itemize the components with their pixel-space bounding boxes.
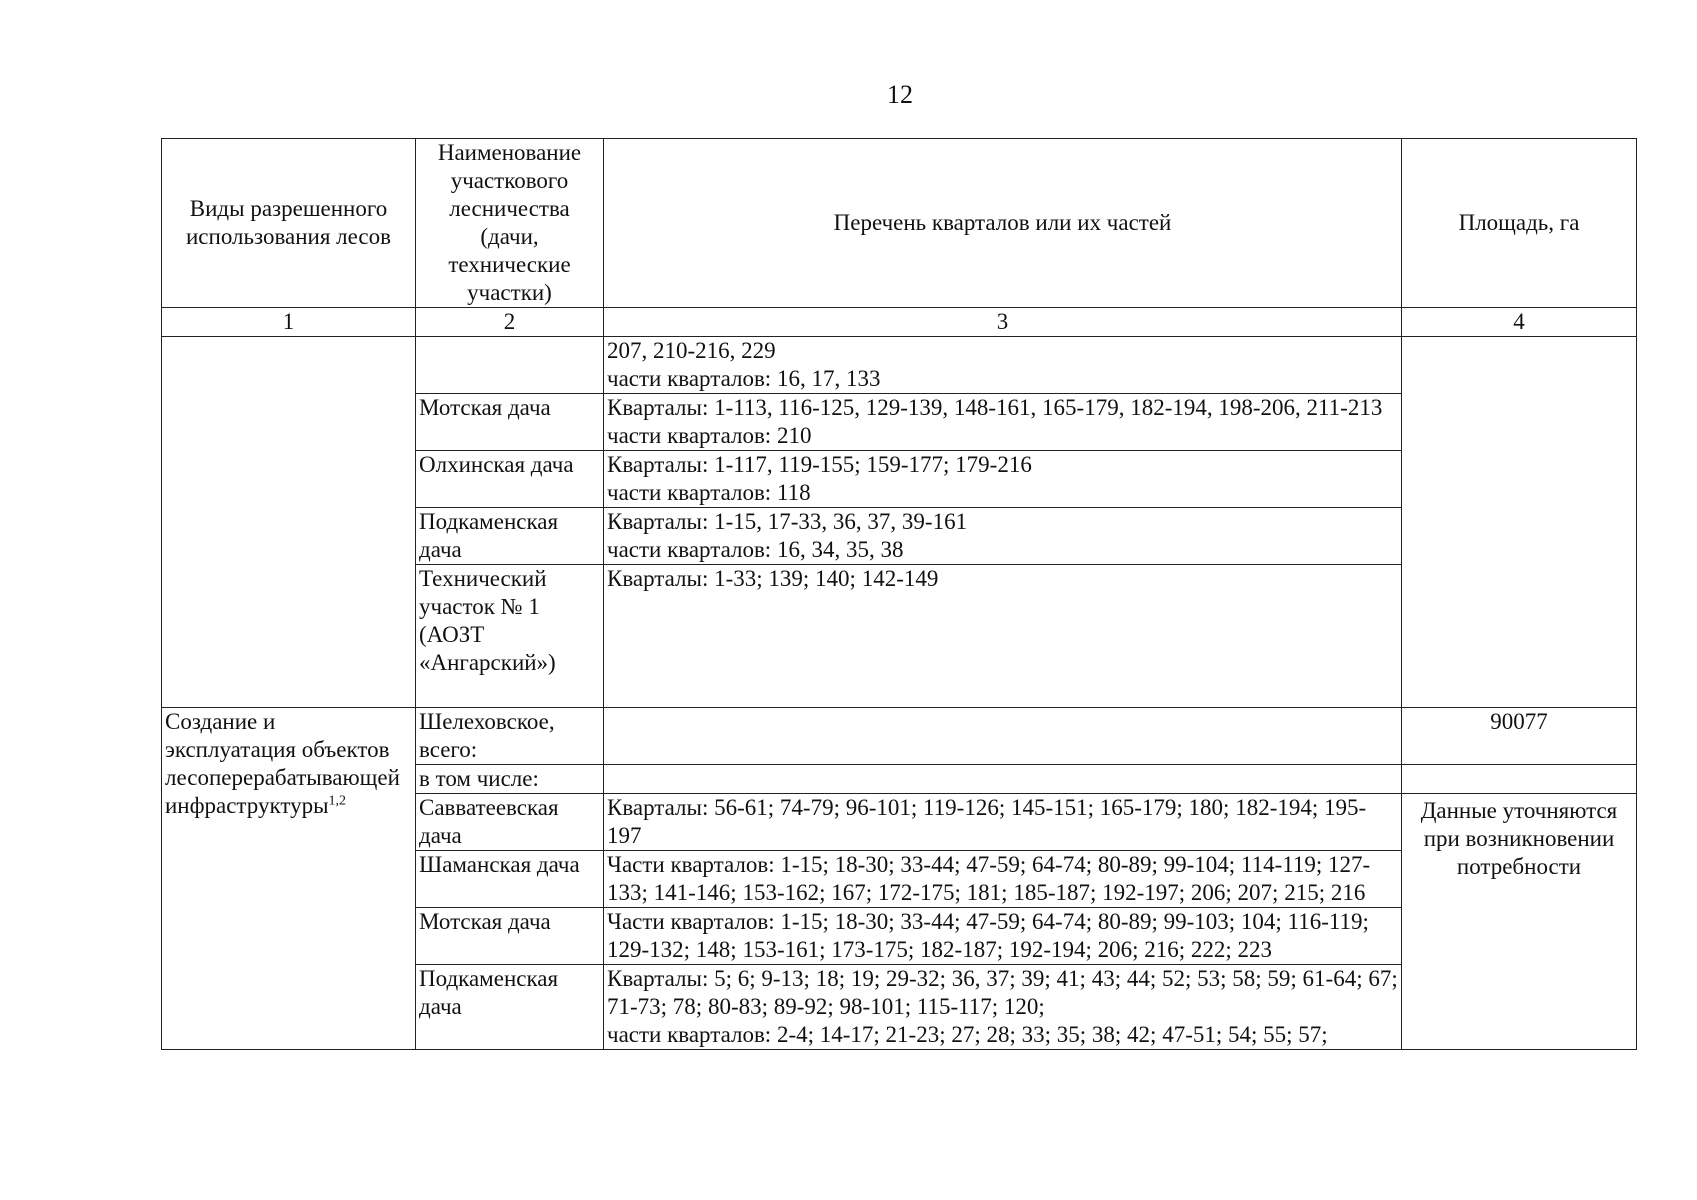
quarters-cell bbox=[604, 337, 1402, 394]
quarters-cell bbox=[604, 508, 1402, 565]
forestry-name bbox=[416, 337, 604, 394]
quarters-line: Части кварталов: 1-15; 18-30; 33-44; 47-59; 64-74; 80-89; 99-104; 114-119; 127-133; 141-146; 153-162; 167; 172-175; 181; 185-187; 192-197; 206; 207; 215; 216 bbox=[607, 852, 1371, 905]
quarters-cell bbox=[604, 965, 1402, 1050]
usage-cell-empty bbox=[162, 337, 416, 708]
quarters-line: части кварталов: 210 bbox=[607, 423, 812, 448]
quarters-cell-empty bbox=[604, 765, 1402, 794]
forestry-name: Савватеевская дача bbox=[416, 794, 604, 851]
quarters-cell bbox=[604, 908, 1402, 965]
column-number: 2 bbox=[416, 308, 604, 337]
column-number: 1 bbox=[162, 308, 416, 337]
area-note: Данные уточняются при возникновении потребности bbox=[1402, 794, 1637, 1050]
forestry-name: Технический участок № 1 (АОЗТ «Ангарский») bbox=[416, 565, 604, 708]
total-area: 90077 bbox=[1402, 708, 1637, 765]
quarters-line: части кварталов: 16, 34, 35, 38 bbox=[607, 537, 904, 562]
quarters-line: части кварталов: 2-4; 14-17; 21-23; 27; 28; 33; 35; 38; 42; 47-51; 54; 55; 57; bbox=[607, 1022, 1328, 1047]
quarters-cell bbox=[604, 851, 1402, 908]
quarters-line: Кварталы: 1-33; 139; 140; 142-149 bbox=[607, 566, 939, 591]
header-row bbox=[162, 139, 1637, 308]
header-forestry-name: Наименование участкового лесничества (дачи, технические участки) bbox=[416, 139, 604, 308]
forestry-name: Шаманская дача bbox=[416, 851, 604, 908]
quarters-line: Кварталы: 56-61; 74-79; 96-101; 119-126; 145-151; 165-179; 180; 182-194; 195-197 bbox=[607, 795, 1367, 848]
quarters-line: Кварталы: 1-117, 119-155; 159-177; 179-216 bbox=[607, 452, 1032, 477]
quarters-line: части кварталов: 118 bbox=[607, 480, 811, 505]
quarters-line: части кварталов: 16, 17, 133 bbox=[607, 366, 881, 391]
including-label: в том числе: bbox=[416, 765, 604, 794]
quarters-cell bbox=[604, 394, 1402, 451]
quarters-line: Кварталы: 1-15, 17-33, 36, 37, 39-161 bbox=[607, 509, 968, 534]
table-row bbox=[162, 708, 1637, 765]
forestry-name: Мотская дача bbox=[416, 394, 604, 451]
quarters-cell bbox=[604, 565, 1402, 708]
usage-type-cell bbox=[162, 708, 416, 1050]
table-row bbox=[162, 337, 1637, 394]
usage-type: Создание и эксплуатация объектов лесоперерабатывающей инфраструктуры bbox=[165, 709, 400, 818]
forestry-name: Подкаменская дача bbox=[416, 508, 604, 565]
header-quarters-list: Перечень кварталов или их частей bbox=[604, 139, 1402, 308]
quarters-line: Кварталы: 1-113, 116-125, 129-139, 148-161, 165-179, 182-194, 198-206, 211-213 bbox=[607, 395, 1383, 420]
column-number: 3 bbox=[604, 308, 1402, 337]
column-number: 4 bbox=[1402, 308, 1637, 337]
area-cell-empty bbox=[1402, 337, 1637, 708]
quarters-line: Кварталы: 5; 6; 9-13; 18; 19; 29-32; 36, 37; 39; 41; 43; 44; 52; 53; 58; 59; 61-64; 67; 71-73; 78; 80-83; 89-92; 98-101; 115-117; 120; bbox=[607, 966, 1398, 1019]
forestry-name: Мотская дача bbox=[416, 908, 604, 965]
header-area: Площадь, га bbox=[1402, 139, 1637, 308]
quarters-line: 207, 210-216, 229 bbox=[607, 338, 776, 363]
quarters-cell-empty bbox=[604, 708, 1402, 765]
column-numbers-row bbox=[162, 308, 1637, 337]
total-label: Шелеховское, всего: bbox=[416, 708, 604, 765]
header-usage-type: Виды разрешенного использования лесов bbox=[162, 139, 416, 308]
quarters-cell bbox=[604, 794, 1402, 851]
forestry-name: Подкаменская дача bbox=[416, 965, 604, 1050]
area-cell-empty bbox=[1402, 765, 1637, 794]
forest-use-table bbox=[161, 138, 1637, 1050]
page-number: 12 bbox=[887, 80, 913, 109]
quarters-cell bbox=[604, 451, 1402, 508]
quarters-line: Части кварталов: 1-15; 18-30; 33-44; 47-59; 64-74; 80-89; 99-103; 104; 116-119; 129-132; 148; 153-161; 173-175; 182-187; 192-194; 206; 216; 222; 223 bbox=[607, 909, 1369, 962]
footnote-ref: 1,2 bbox=[328, 793, 347, 809]
forestry-name: Олхинская дача bbox=[416, 451, 604, 508]
